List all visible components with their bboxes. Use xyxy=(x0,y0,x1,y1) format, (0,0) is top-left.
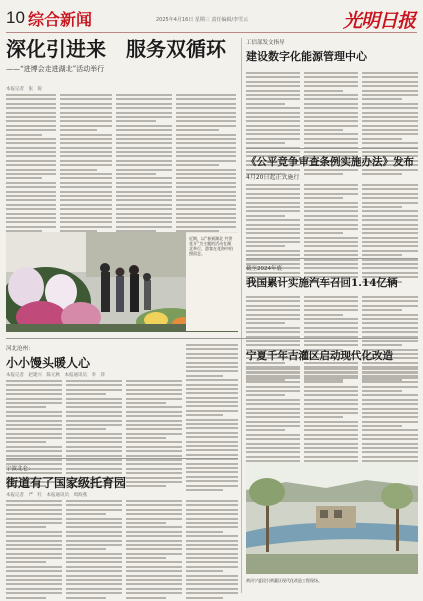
rule-1 xyxy=(246,148,418,149)
lead-body-col-2 xyxy=(60,94,112,235)
lead-body-col-4 xyxy=(176,94,236,235)
photo1-caption: 近期，以“春到湖北 共赏花开”为主题的活动在湖北举行，游客在花海中拍照留念。 xyxy=(189,236,233,256)
ningxia-title: 宁夏千年古灌区启动现代化改造 xyxy=(246,350,393,362)
ningxia-story xyxy=(246,348,418,363)
photo1-caption-box xyxy=(186,233,238,331)
lead-headline-block xyxy=(6,38,236,74)
mantou-story xyxy=(6,344,106,371)
ningxia-body-col-3 xyxy=(362,368,418,469)
ningxia-body-col-2 xyxy=(304,368,358,469)
section-title: 综合新闻 xyxy=(28,10,93,29)
mantou-kicker: 河北沧州： xyxy=(6,346,34,352)
daycare-kicker: 宁波北仑： xyxy=(6,466,34,472)
lead-byline: 本报记者 张 锐 xyxy=(6,87,42,92)
newspaper-logo: 光明日报 xyxy=(342,10,415,32)
competition-subtitle: 4月20日起正式施行 xyxy=(246,174,300,181)
photo2-caption: 黄河宁夏段引黄灌区现代化改造工程现场。 xyxy=(246,578,322,583)
competition-story xyxy=(246,154,418,181)
ningxia-body-col-1 xyxy=(246,368,300,469)
mantou-title: 小小馒头暖人心 xyxy=(6,356,91,370)
mantou-body-col-4 xyxy=(186,344,238,493)
daycare-body-col-3 xyxy=(126,500,182,601)
photo2-caption-block xyxy=(246,578,418,583)
daycare-body-col-1 xyxy=(6,500,62,601)
daycare-title: 街道有了国家级托育园 xyxy=(6,476,127,490)
energy-title: 建设数字化能源管理中心 xyxy=(246,50,367,63)
lead-body-col-1 xyxy=(6,94,56,235)
recall-story xyxy=(246,264,418,290)
daycare-body-col-4 xyxy=(186,500,238,601)
page-number: 10 xyxy=(6,8,25,27)
rule-2 xyxy=(246,258,418,259)
lead-kicker: ——“进博会走进湖北”活动举行 xyxy=(6,65,105,73)
masthead xyxy=(6,6,417,33)
mantou-byline: 本报记者 赵建兴 陈元秋 本报通讯员 李 萍 xyxy=(6,373,105,378)
daycare-byline: 本报记者 严 红 本报通讯员 周海燕 xyxy=(6,493,87,498)
recall-kicker: 截至2024年底 xyxy=(246,266,282,272)
column-divider xyxy=(241,38,242,593)
energy-kicker: 工信部发文指导 xyxy=(246,40,285,46)
daycare-story xyxy=(6,464,166,491)
rule-3 xyxy=(6,338,418,339)
recall-title: 我国累计实施汽车召回1.14亿辆 xyxy=(246,277,398,289)
competition-title: 《公平竞争审查条例实施办法》发布 xyxy=(246,156,414,168)
lead-body-col-3 xyxy=(116,94,172,235)
daycare-body-col-2 xyxy=(66,500,122,601)
rule-4 xyxy=(6,458,238,459)
energy-story xyxy=(246,38,418,64)
lead-title: 深化引进来 服务双循环 xyxy=(6,37,226,61)
ningxia-photo xyxy=(246,462,418,574)
date-line: 2025年4月16日 星期三 责任编辑/李雪云 xyxy=(156,17,249,23)
